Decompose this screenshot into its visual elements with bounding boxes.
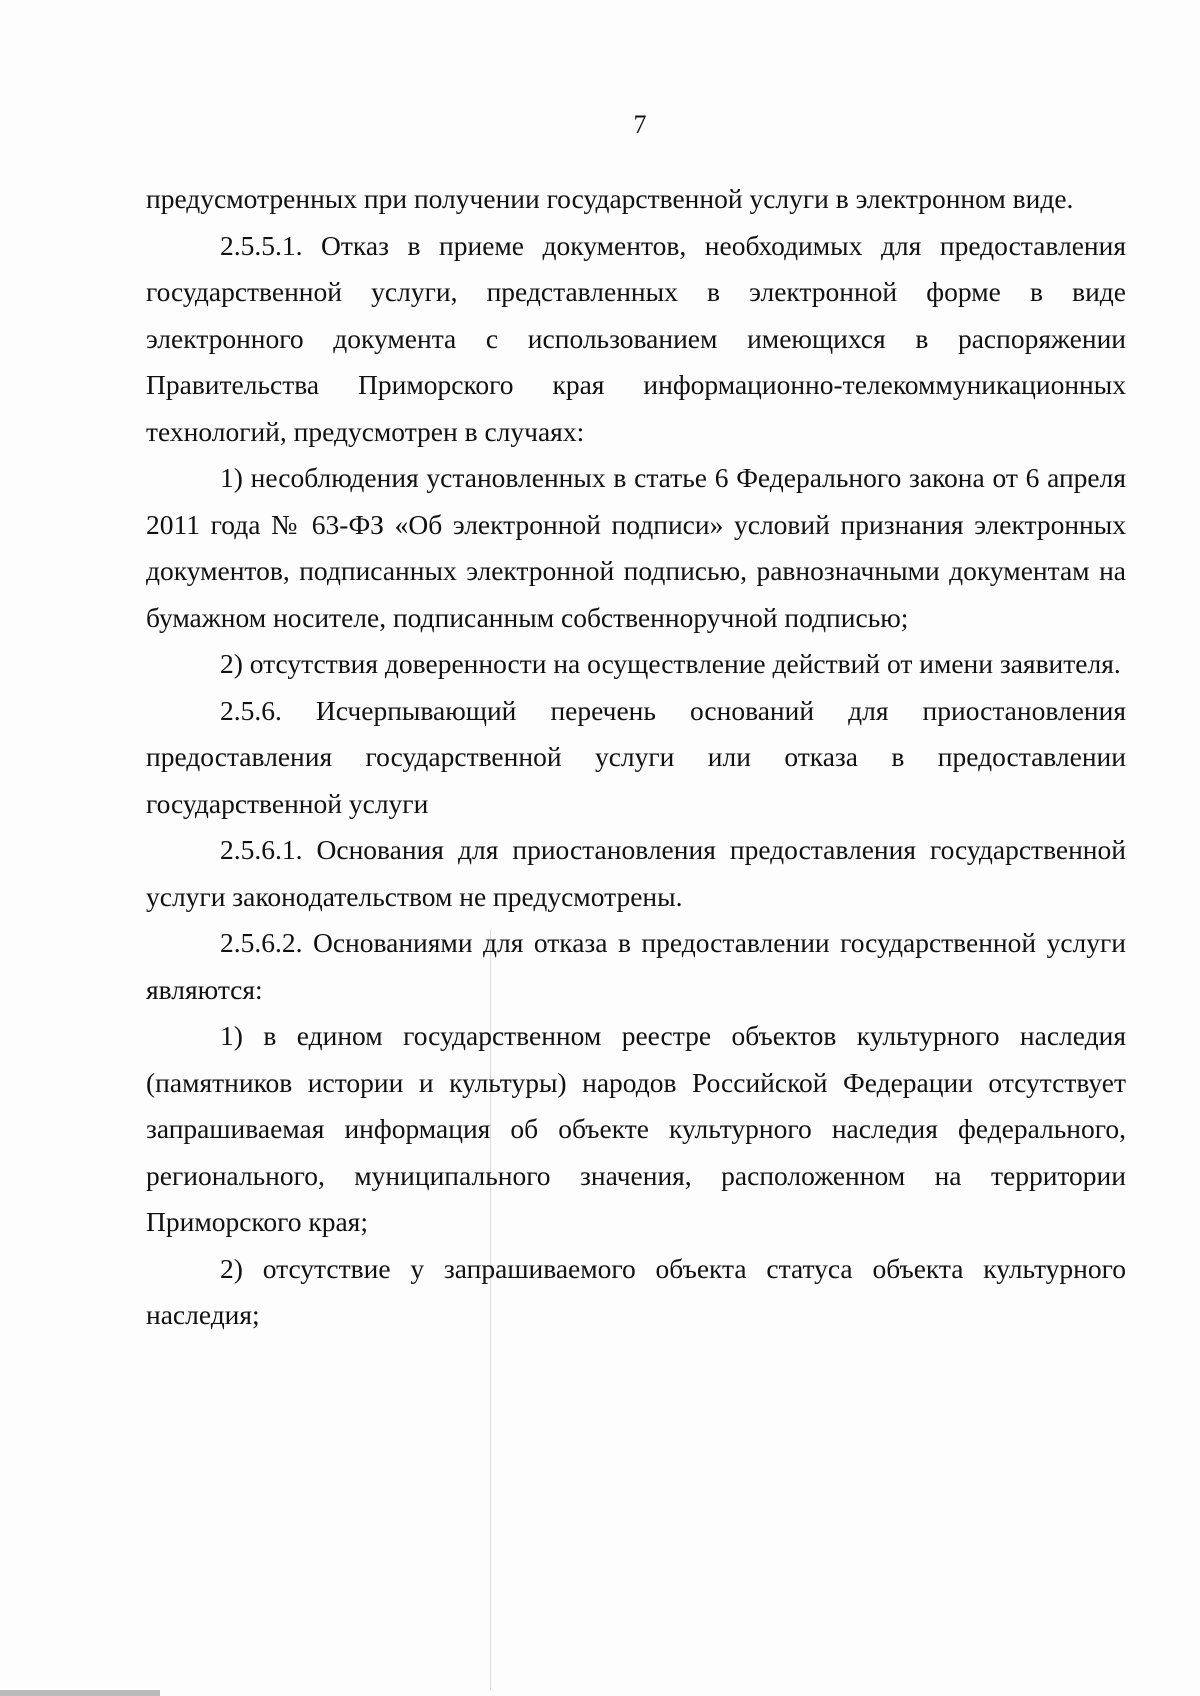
- document-body: [146, 176, 1126, 1339]
- paragraph-continuation: предусмотренных при получении государственной услуги в электронном виде.: [146, 183, 1074, 214]
- paragraph-2-5-6: 2.5.6. Исчерпывающий перечень оснований для приостановления предоставления государственной услуги или отказа в предоставлении государственной услуги: [146, 694, 1126, 819]
- scan-edge-mark: [0, 1690, 160, 1696]
- page-number: 7: [633, 110, 647, 139]
- paragraph-2-5-6-1: 2.5.6.1. Основания для приостановления предоставления государственной услуги законодательством не предусмотрены.: [146, 834, 1126, 912]
- paragraph-2-5-5-1: 2.5.5.1. Отказ в приеме документов, необходимых для предоставления государственной услуги, представленных в электронной форме в виде электронного документа с использованием имеющихся в распоряжении Правительства Приморского края информационно-телекоммуникационных технологий, предусмотрен в случаях:: [146, 229, 1126, 447]
- paragraph-2-5-6-2: 2.5.6.2. Основаниями для отказа в предоставлении государственной услуги являются:: [146, 927, 1126, 1005]
- paragraph-list-item-1: 1) несоблюдения установленных в статье 6 Федерального закона от 6 апреля 2011 года № 63-ФЗ «Об электронной подписи» условий признания электронных документов, подписанных электронной подписью, равнозначными документам на бумажном носителе, подписанным собственноручной подписью;: [146, 462, 1126, 633]
- paragraph-grounds-item-2: 2) отсутствие у запрашиваемого объекта статуса объекта культурного наследия;: [146, 1252, 1126, 1330]
- paragraph-list-item-2: 2) отсутствия доверенности на осуществление действий от имени заявителя.: [220, 648, 1121, 679]
- paragraph-grounds-item-1: 1) в едином государственном реестре объектов культурного наследия (памятников истории и культуры) народов Российской Федерации отсутствует запрашиваемая информация об объекте культурного наследия федерального, регионального, муниципального значения, расположенном на территории Приморского края;: [146, 1020, 1126, 1237]
